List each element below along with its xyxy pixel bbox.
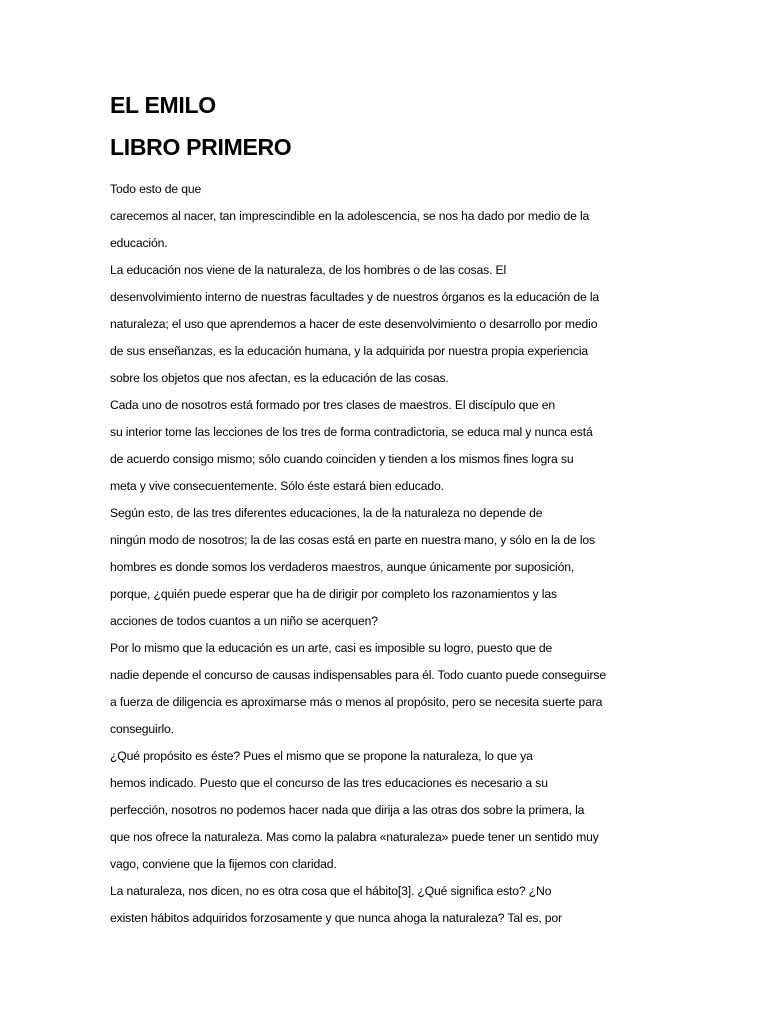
text-line: a fuerza de diligencia es aproximarse más o menos al propósito, pero se necesita suerte para [110, 695, 603, 709]
chapter-heading: LIBRO PRIMERO [110, 134, 292, 160]
text-line: carecemos al nacer, tan imprescindible en la adolescencia, se nos ha dado por medio de la [110, 209, 590, 223]
text-line: educación. [110, 236, 168, 250]
text-line: acciones de todos cuantos a un niño se acerquen? [110, 614, 378, 628]
text-line: de acuerdo consigo mismo; sólo cuando coinciden y tienden a los mismos fines logra su [110, 452, 574, 466]
text-line: conseguirlo. [110, 722, 174, 736]
text-line: su interior tome las lecciones de los tres de forma contradictoria, se educa mal y nunca está [110, 425, 593, 439]
text-line: La naturaleza, nos dicen, no es otra cosa que el hábito[3]. ¿Qué significa esto? ¿No [110, 884, 552, 898]
text-line: de sus enseñanzas, es la educación humana, y la adquirida por nuestra propia experiencia [110, 344, 589, 358]
text-line: Por lo mismo que la educación es un arte, casi es imposible su logro, puesto que de [110, 641, 553, 655]
text-line: hombres es donde somos los verdaderos maestros, aunque únicamente por suposición, [110, 560, 575, 574]
text-line: desenvolvimiento interno de nuestras facultades y de nuestros órganos es la educación de la [110, 290, 600, 304]
text-line: meta y vive consecuentemente. Sólo éste estará bien educado. [110, 479, 444, 493]
text-line: perfección, nosotros no podemos hacer nada que dirija a las otras dos sobre la primera, la [110, 803, 585, 817]
document-body [110, 86, 658, 932]
text-line: hemos indicado. Puesto que el concurso de las tres educaciones es necesario a su [110, 776, 548, 790]
document-title: EL EMILO [110, 92, 216, 118]
text-line: Todo esto de que [110, 182, 202, 196]
text-line: porque, ¿quién puede esperar que ha de dirigir por completo los razonamientos y las [110, 587, 557, 601]
text-line: sobre los objetos que nos afectan, es la educación de las cosas. [110, 371, 449, 385]
text-line: naturaleza; el uso que aprendemos a hacer de este desenvolvimiento o desarrollo por medio [110, 317, 598, 331]
text-line: ningún modo de nosotros; la de las cosas está en parte en nuestra mano, y sólo en la de los [110, 533, 595, 547]
text-line: La educación nos viene de la naturaleza, de los hombres o de las cosas. El [110, 263, 507, 277]
text-line: Cada uno de nosotros está formado por tres clases de maestros. El discípulo que en [110, 398, 555, 412]
text-line: nadie depende el concurso de causas indispensables para él. Todo cuanto puede conseguirse [110, 668, 606, 682]
text-line: existen hábitos adquiridos forzosamente y que nunca ahoga la naturaleza? Tal es, por [110, 911, 562, 925]
text-line: Según esto, de las tres diferentes educaciones, la de la naturaleza no depende de [110, 506, 543, 520]
text-line: que nos ofrece la naturaleza. Mas como la palabra «naturaleza» puede tener un sentido muy [110, 830, 599, 844]
text-line: ¿Qué propósito es éste? Pues el mismo que se propone la naturaleza, lo que ya [110, 749, 533, 763]
text-line: vago, conviene que la fijemos con claridad. [110, 857, 337, 871]
